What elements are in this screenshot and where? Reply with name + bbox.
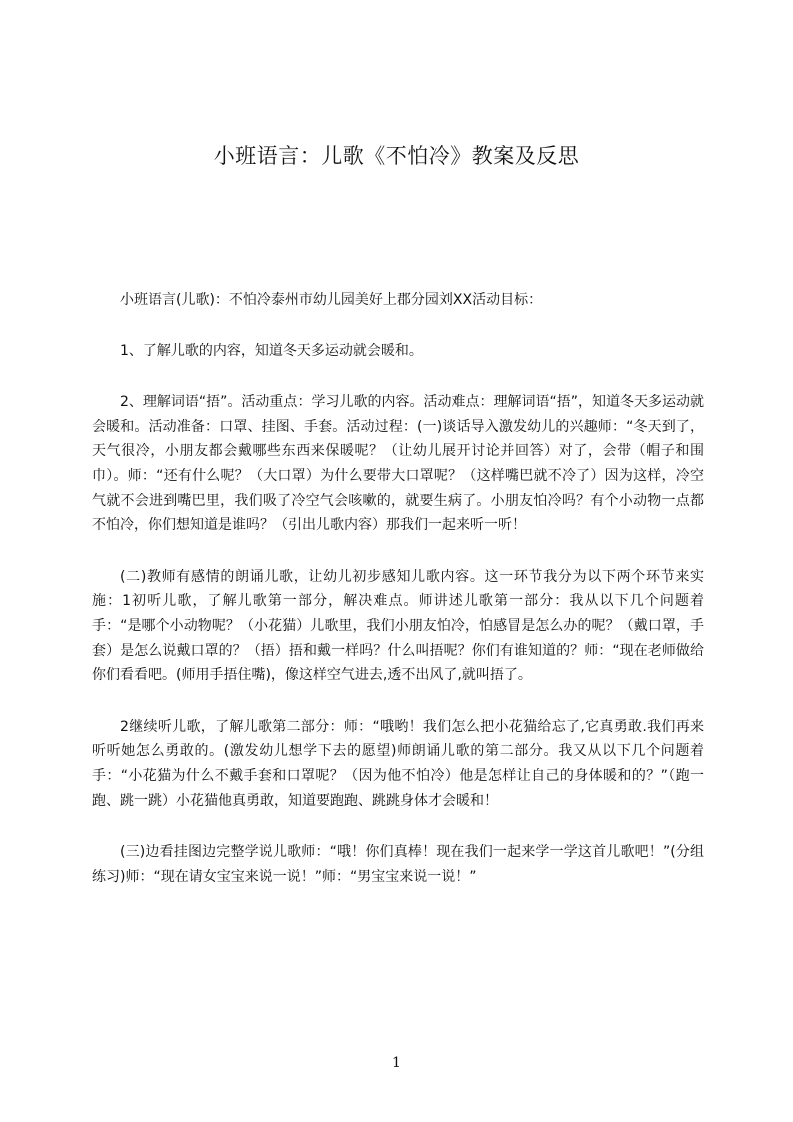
paragraph-section-2: (二)教师有感情的朗诵儿歌，让幼儿初步感知儿歌内容。这一环节我分为以下两个环节来实施：1初听儿歌，了解儿歌第一部分，解决难点。师讲述儿歌第一部分：我从以下几个问题着手：“是哪个小动物呢？（小花猫）儿歌里，我们小朋友怕冷，怕感冒是怎么办的呢？（戴口罩，手套）是怎么说戴口罩的？（捂）捂和戴一样吗？什么叫捂呢？你们有谁知道的？师：“现在老师做给你们看看吧。(师用手捂住嘴)，像这样空气进去,透不出风了,就叫捂了。 <box>92 568 704 684</box>
paragraph-goal-2: 2、理解词语“捂”。活动重点：学习儿歌的内容。活动难点：理解词语“捂”，知道冬天多运动就会暖和。活动准备：口罩、挂图、手套。活动过程：(一)谈话导入激发幼儿的兴趣师：“冬天到了，天气很冷，小朋友都会戴哪些东西来保暖呢？（让幼儿展开讨论并回答）对了，会带（帽子和围巾）。师：“还有什么呢？（大口罩）为什么要带大口罩呢？（这样嘴巴就不冷了）因为这样，冷空气就不会进到嘴巴里，我们吸了冷空气会咳嗽的，就要生病了。小朋友怕冷吗？有个小动物一点都不怕冷，你们想知道是谁吗？（引出儿歌内容）那我们一起来听一听！ <box>92 394 704 534</box>
paragraph-section-3: (三)边看挂图边完整学说儿歌师：“哦！你们真棒！现在我们一起来学一学这首儿歌吧！”(分组练习)师：“现在请女宝宝来说一说！”师：“男宝宝来说一说！” <box>92 844 704 885</box>
paragraph-section-2-part-2: 2继续听儿歌，了解儿歌第二部分：师：“哦哟！我们怎么把小花猫给忘了,它真勇敢.我们再来听听她怎么勇敢的。(激发幼儿想学下去的愿望)师朗诵儿歌的第二部分。我又从以下几个问题着手：“小花猫为什么不戴手套和口罩呢？（因为他不怕冷）他是怎样让自己的身体暖和的？”（跑一跑、跳一跳）小花猫他真勇敢，知道要跑跑、跳跳身体才会暖和！ <box>92 718 704 809</box>
paragraph-intro: 小班语言(儿歌)：不怕冷泰州市幼儿园美好上郡分园刘XX活动目标： <box>120 292 543 308</box>
document-body <box>92 288 704 916</box>
document-title: 小班语言：儿歌《不怕冷》教案及反思 <box>213 144 580 168</box>
paragraph-goal-1: 1、了解儿歌的内容，知道冬天多运动就会暖和。 <box>120 342 423 359</box>
page-number: 1 <box>392 1055 401 1071</box>
